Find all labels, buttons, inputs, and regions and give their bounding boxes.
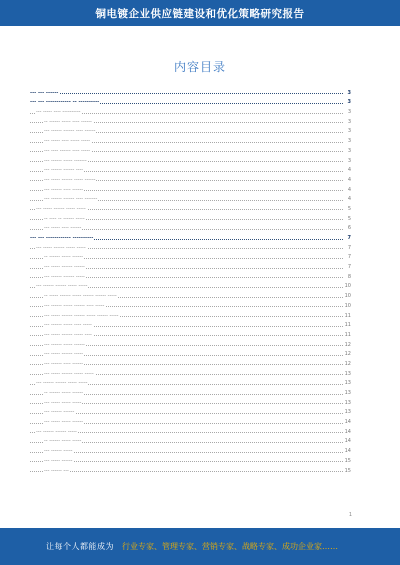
toc-entry-text: --- ------ ------ ---- ------ <box>44 128 96 135</box>
toc-leader-dots <box>30 89 343 96</box>
toc-chapter-entry[interactable] <box>30 231 351 241</box>
toc-entry-text: --- ------ ----- <box>44 448 73 455</box>
toc-entry-text: --- ------ ------ ----- <box>36 428 77 435</box>
toc-entry-page: 13 <box>344 380 351 387</box>
footer-roles-text: 行业专家、管理专家、营销专家、战略专家、成功企业家…… <box>122 542 338 551</box>
toc-entry-text: --- ------ ------ ----- <box>44 273 85 280</box>
toc-entry[interactable] <box>30 202 351 212</box>
toc-entry-page: 8 <box>347 273 351 280</box>
toc-entry[interactable] <box>30 144 351 154</box>
toc-entry-page: 10 <box>344 302 351 309</box>
toc-entry-page: 13 <box>344 409 351 416</box>
toc-entry-page: 7 <box>347 244 351 251</box>
toc-entry-text: --- ------ ----- ------ ---- ----- <box>44 302 105 309</box>
toc-entry-text: --- ------ ------ ---- ------- <box>44 196 98 203</box>
toc-entry-page: 14 <box>344 438 351 445</box>
toc-entry-text: --- ----- ------ ----- ---- <box>44 331 92 338</box>
toc-entry[interactable] <box>30 251 351 261</box>
toc-entry-page: 5 <box>347 215 351 222</box>
toc-entry[interactable] <box>30 338 351 348</box>
toc-entry[interactable] <box>30 270 351 280</box>
toc-entry-page: 11 <box>344 312 351 319</box>
toc-entry[interactable] <box>30 299 351 309</box>
toc-entry[interactable] <box>30 444 351 454</box>
toc-entry[interactable] <box>30 357 351 367</box>
toc-entry-text: --- ------ ---- ------ <box>44 186 84 193</box>
toc-entry[interactable] <box>30 319 351 329</box>
toc-entry[interactable] <box>30 396 351 406</box>
toc-entry-text: --- ----- ----- ----- <box>44 399 82 406</box>
toc-entry[interactable] <box>30 183 351 193</box>
toc-entry[interactable] <box>30 406 351 416</box>
toc-entry-text: --- ------ ------ ---- <box>44 167 84 174</box>
toc-entry[interactable] <box>30 115 351 125</box>
toc-entry-text: -- ------ ----- ------ <box>44 390 84 396</box>
toc-entry-page: 3 <box>347 109 351 116</box>
toc-leader-dots <box>30 452 343 453</box>
toc-entry-text: -- ------ ----- ----- <box>44 438 82 445</box>
report-title: 铜电镀企业供应链建设和优化策略研究报告 <box>95 7 305 20</box>
toc-entry[interactable] <box>30 348 351 358</box>
toc-chapter-entry[interactable] <box>30 86 351 96</box>
toc-entry-text: -- ------ ----- ------ <box>44 254 84 261</box>
table-of-contents <box>30 86 351 516</box>
toc-leader-dots <box>30 413 343 414</box>
toc-entry-text: --- ----- ---- ---------- <box>36 109 81 116</box>
toc-entry-page: 4 <box>347 186 351 193</box>
toc-entry-page: 5 <box>347 205 351 212</box>
toc-entry-page: 15 <box>344 457 351 464</box>
toc-entry[interactable] <box>30 222 351 232</box>
toc-entry[interactable] <box>30 328 351 338</box>
toc-entry-text: --- ------ ----- ------ <box>44 341 85 348</box>
toc-entry-text: -- ---- -- ------ ----- <box>44 215 85 222</box>
toc-entry-page: 14 <box>344 448 351 455</box>
toc-entry-page: 12 <box>344 351 351 358</box>
toc-entry-text: --- ----- ---- ----- ----- <box>44 138 91 145</box>
toc-entry[interactable] <box>30 435 351 445</box>
toc-title: 内容目录 <box>173 60 226 74</box>
toc-entry-page: 15 <box>344 467 351 474</box>
toc-entry-page: 11 <box>344 331 351 338</box>
toc-entry-page: 13 <box>344 370 351 377</box>
toc-entry-page: 12 <box>344 341 351 348</box>
toc-entry-text: --- ------ ------ ----- ----- <box>36 283 88 290</box>
toc-entry-page: 3 <box>347 138 351 145</box>
toc-entry-page: 3 <box>347 157 351 164</box>
toc-entry-text: --- ------ ------ <box>44 409 75 416</box>
toc-entry-text: --- ----- ------ ----- <box>44 351 84 358</box>
toc-entry-text: --- ------ ----- ---- ----- <box>44 322 92 329</box>
toc-leader-dots <box>30 467 343 474</box>
page-number: 1 <box>348 512 352 518</box>
toc-entry[interactable] <box>30 454 351 464</box>
toc-entry[interactable] <box>30 125 351 135</box>
toc-entry-text: --- ---- ------ ---- ----- <box>44 147 91 154</box>
toc-entry-text: --- ----- ----- ------ <box>44 419 84 426</box>
toc-entry[interactable] <box>30 193 351 203</box>
toc-entry[interactable] <box>30 280 351 290</box>
toc-entry-page: 7 <box>347 264 351 271</box>
toc-entry[interactable] <box>30 415 351 425</box>
toc-entry[interactable] <box>30 260 351 270</box>
toc-entry-page: 14 <box>344 419 351 426</box>
footer-banner <box>0 528 400 565</box>
toc-entry-page: 4 <box>347 196 351 203</box>
toc-entry-page: 4 <box>347 176 351 183</box>
toc-entry-text: --- ----- ---- ------ <box>44 225 82 232</box>
toc-entry[interactable] <box>30 105 351 115</box>
toc-entry-text: --- ----- ------ ----- ----- <box>36 244 86 251</box>
toc-entry[interactable] <box>30 164 351 174</box>
toc-entry-page: 3 <box>347 89 351 96</box>
toc-chapter-entry[interactable] <box>30 96 351 106</box>
toc-entry-page: 10 <box>344 283 351 290</box>
toc-entry-page: 13 <box>344 399 351 406</box>
toc-entry[interactable] <box>30 241 351 251</box>
toc-entry-text: --- ----- ------ ----- ----- <box>36 205 86 212</box>
toc-entry-text: -- ------ ----- ---- ------ <box>44 118 92 125</box>
toc-entry-text: --- ------ --- <box>44 467 69 474</box>
toc-entry-page: 4 <box>347 167 351 174</box>
toc-entry[interactable] <box>30 367 351 377</box>
toc-entry[interactable] <box>30 377 351 387</box>
toc-entry-page: 3 <box>347 118 351 125</box>
toc-entry-text: --- --- ------ <box>30 89 59 96</box>
toc-entry-text: --- --- ------------ -- ---------- <box>30 99 100 106</box>
toc-leader-dots <box>30 457 343 464</box>
toc-entry-page: 3 <box>347 128 351 135</box>
toc-entry-page: 11 <box>344 322 351 329</box>
toc-entry-page: 14 <box>344 428 351 435</box>
toc-entry-text: --- ------ ---- ------ <box>44 360 84 367</box>
toc-entry[interactable] <box>30 289 351 299</box>
toc-entry-page: 12 <box>344 360 351 367</box>
toc-entry-page: 6 <box>347 225 351 232</box>
toc-entry[interactable] <box>30 212 351 222</box>
toc-entry-page: 3 <box>347 99 351 106</box>
toc-entry[interactable] <box>30 464 351 474</box>
toc-entry-page: 10 <box>344 293 351 300</box>
toc-entry[interactable] <box>30 173 351 183</box>
toc-entry-text: --- ----- ------ <box>44 457 73 464</box>
toc-entry-text: --- ----- ------ ------ ----- ------ ----- <box>44 312 119 319</box>
toc-entry-text: --- --- ------------ ---------- <box>30 235 94 241</box>
footer-lead-text: 让每个人都能成为 <box>46 542 114 551</box>
toc-entry-text: --- ----- ------ ----- ------ <box>44 176 96 183</box>
report-header <box>0 0 400 26</box>
toc-entry-page: 13 <box>344 390 351 396</box>
toc-entry-text: --- ------ ------ ----- ----- <box>36 380 88 387</box>
toc-entry-text: --- ----- ------ ------ <box>44 264 85 271</box>
toc-entry-text: -- ----- ------ ----- ------ ------ ----- <box>44 293 117 300</box>
toc-entry-page: 7 <box>347 235 351 241</box>
toc-entry-text: --- ----- ------ ----- ----- <box>44 370 94 377</box>
toc-entry-text: --- ------ ----- ------- <box>44 157 87 164</box>
toc-entry[interactable] <box>30 425 351 435</box>
toc-entry[interactable] <box>30 154 351 164</box>
toc-entry[interactable] <box>30 309 351 319</box>
toc-entry-page: 7 <box>347 254 351 261</box>
toc-entry[interactable] <box>30 134 351 144</box>
toc-entry-page: 3 <box>347 147 351 154</box>
toc-entry[interactable] <box>30 386 351 396</box>
